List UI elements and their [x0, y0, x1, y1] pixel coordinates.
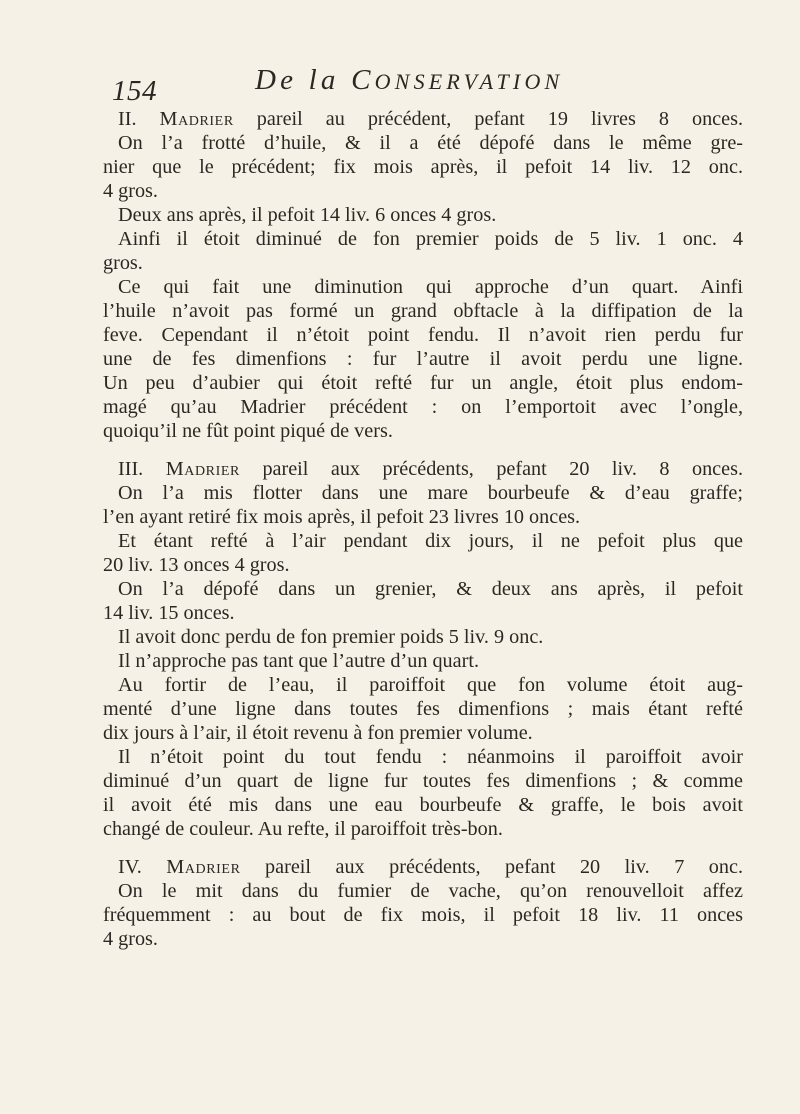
text-line: l’en ayant retiré fix mois après, il pefoit 23 livres 10 onces. — [103, 506, 581, 528]
text-line: Il n’approche pas tant que l’autre d’un quart. — [118, 650, 479, 672]
page-number: 154 — [112, 75, 157, 107]
text-line: 20 liv. 13 onces 4 gros. — [103, 554, 290, 576]
text-line: Un peu d’aubier qui étoit refté fur un angle, étoit plus endom- — [103, 372, 743, 394]
running-title — [255, 66, 563, 95]
text-line: On le mit dans du fumier de vache, qu’on renouvelloit affez — [118, 880, 743, 902]
text-line: Il avoit donc perdu de fon premier poids 5 liv. 9 onc. — [118, 626, 544, 648]
text-line: nier que le précédent; fix mois après, il pefoit 14 liv. 12 onc. — [103, 156, 743, 178]
text-line: dix jours à l’air, il étoit revenu à fon premier volume. — [103, 722, 533, 744]
text-line: gros. — [103, 252, 143, 274]
text-line: feve. Cependant il n’étoit point fendu. Il n’avoit rien perdu fur — [103, 324, 743, 346]
text-line: On l’a mis flotter dans une mare bourbeufe & d’eau graffe; — [118, 482, 743, 504]
text-line: l’huile n’avoit pas formé un grand obftacle à la diffipation de la — [103, 300, 743, 322]
text-line: 4 gros. — [103, 180, 158, 202]
paragraph-gap — [103, 443, 743, 457]
text-line: Au fortir de l’eau, il paroiffoit que fon volume étoit aug- — [118, 674, 743, 696]
text-line: IV. Madrier pareil aux précédents, pefant 20 liv. 7 onc. — [118, 856, 744, 878]
text-line: diminué d’un quart de ligne fur toutes fes dimenfions ; & comme — [103, 770, 743, 792]
text-line: changé de couleur. Au refte, il paroiffoit très-bon. — [103, 818, 503, 840]
body-text — [103, 107, 743, 951]
paragraph-gap — [103, 841, 743, 855]
running-title-part-2: CONSERVATION — [351, 64, 564, 96]
running-title-part-1: De la — [255, 64, 340, 96]
text-line: Ainfi il étoit diminué de fon premier poids de 5 liv. 1 onc. 4 — [118, 228, 743, 250]
text-line: On l’a dépofé dans un grenier, & deux ans après, il pefoit — [118, 578, 743, 600]
text-line: Deux ans après, il pefoit 14 liv. 6 onces 4 gros. — [118, 204, 497, 226]
text-line: magé qu’au Madrier précédent : on l’emportoit avec l’ongle, — [103, 396, 743, 418]
text-line: Il n’étoit point du tout fendu : néanmoins il paroiffoit avoir — [118, 746, 743, 768]
text-line: Et étant refté à l’air pendant dix jours, il ne pefoit plus que — [118, 530, 743, 552]
text-line: On l’a frotté d’huile, & il a été dépofé dans le même gre- — [118, 132, 743, 154]
text-line: menté d’une ligne dans toutes fes dimenfions ; mais étant refté — [103, 698, 743, 720]
text-line: quoiqu’il ne fût point piqué de vers. — [103, 420, 393, 442]
text-line: III. Madrier pareil aux précédents, pefant 20 liv. 8 onces. — [118, 458, 743, 480]
text-line: 14 liv. 15 onces. — [103, 602, 235, 624]
text-line: fréquemment : au bout de fix mois, il pefoit 18 liv. 11 onces — [103, 904, 743, 926]
text-line: il avoit été mis dans une eau bourbeufe & graffe, le bois avoit — [103, 794, 743, 816]
text-line: 4 gros. — [103, 928, 158, 950]
text-line: une de fes dimenfions : fur l’autre il avoit perdu une ligne. — [103, 348, 743, 370]
text-line: Ce qui fait une diminution qui approche d’un quart. Ainfi — [118, 276, 743, 298]
running-header — [112, 63, 672, 107]
text-line: II. Madrier pareil au précédent, pefant 19 livres 8 onces. — [118, 108, 743, 130]
